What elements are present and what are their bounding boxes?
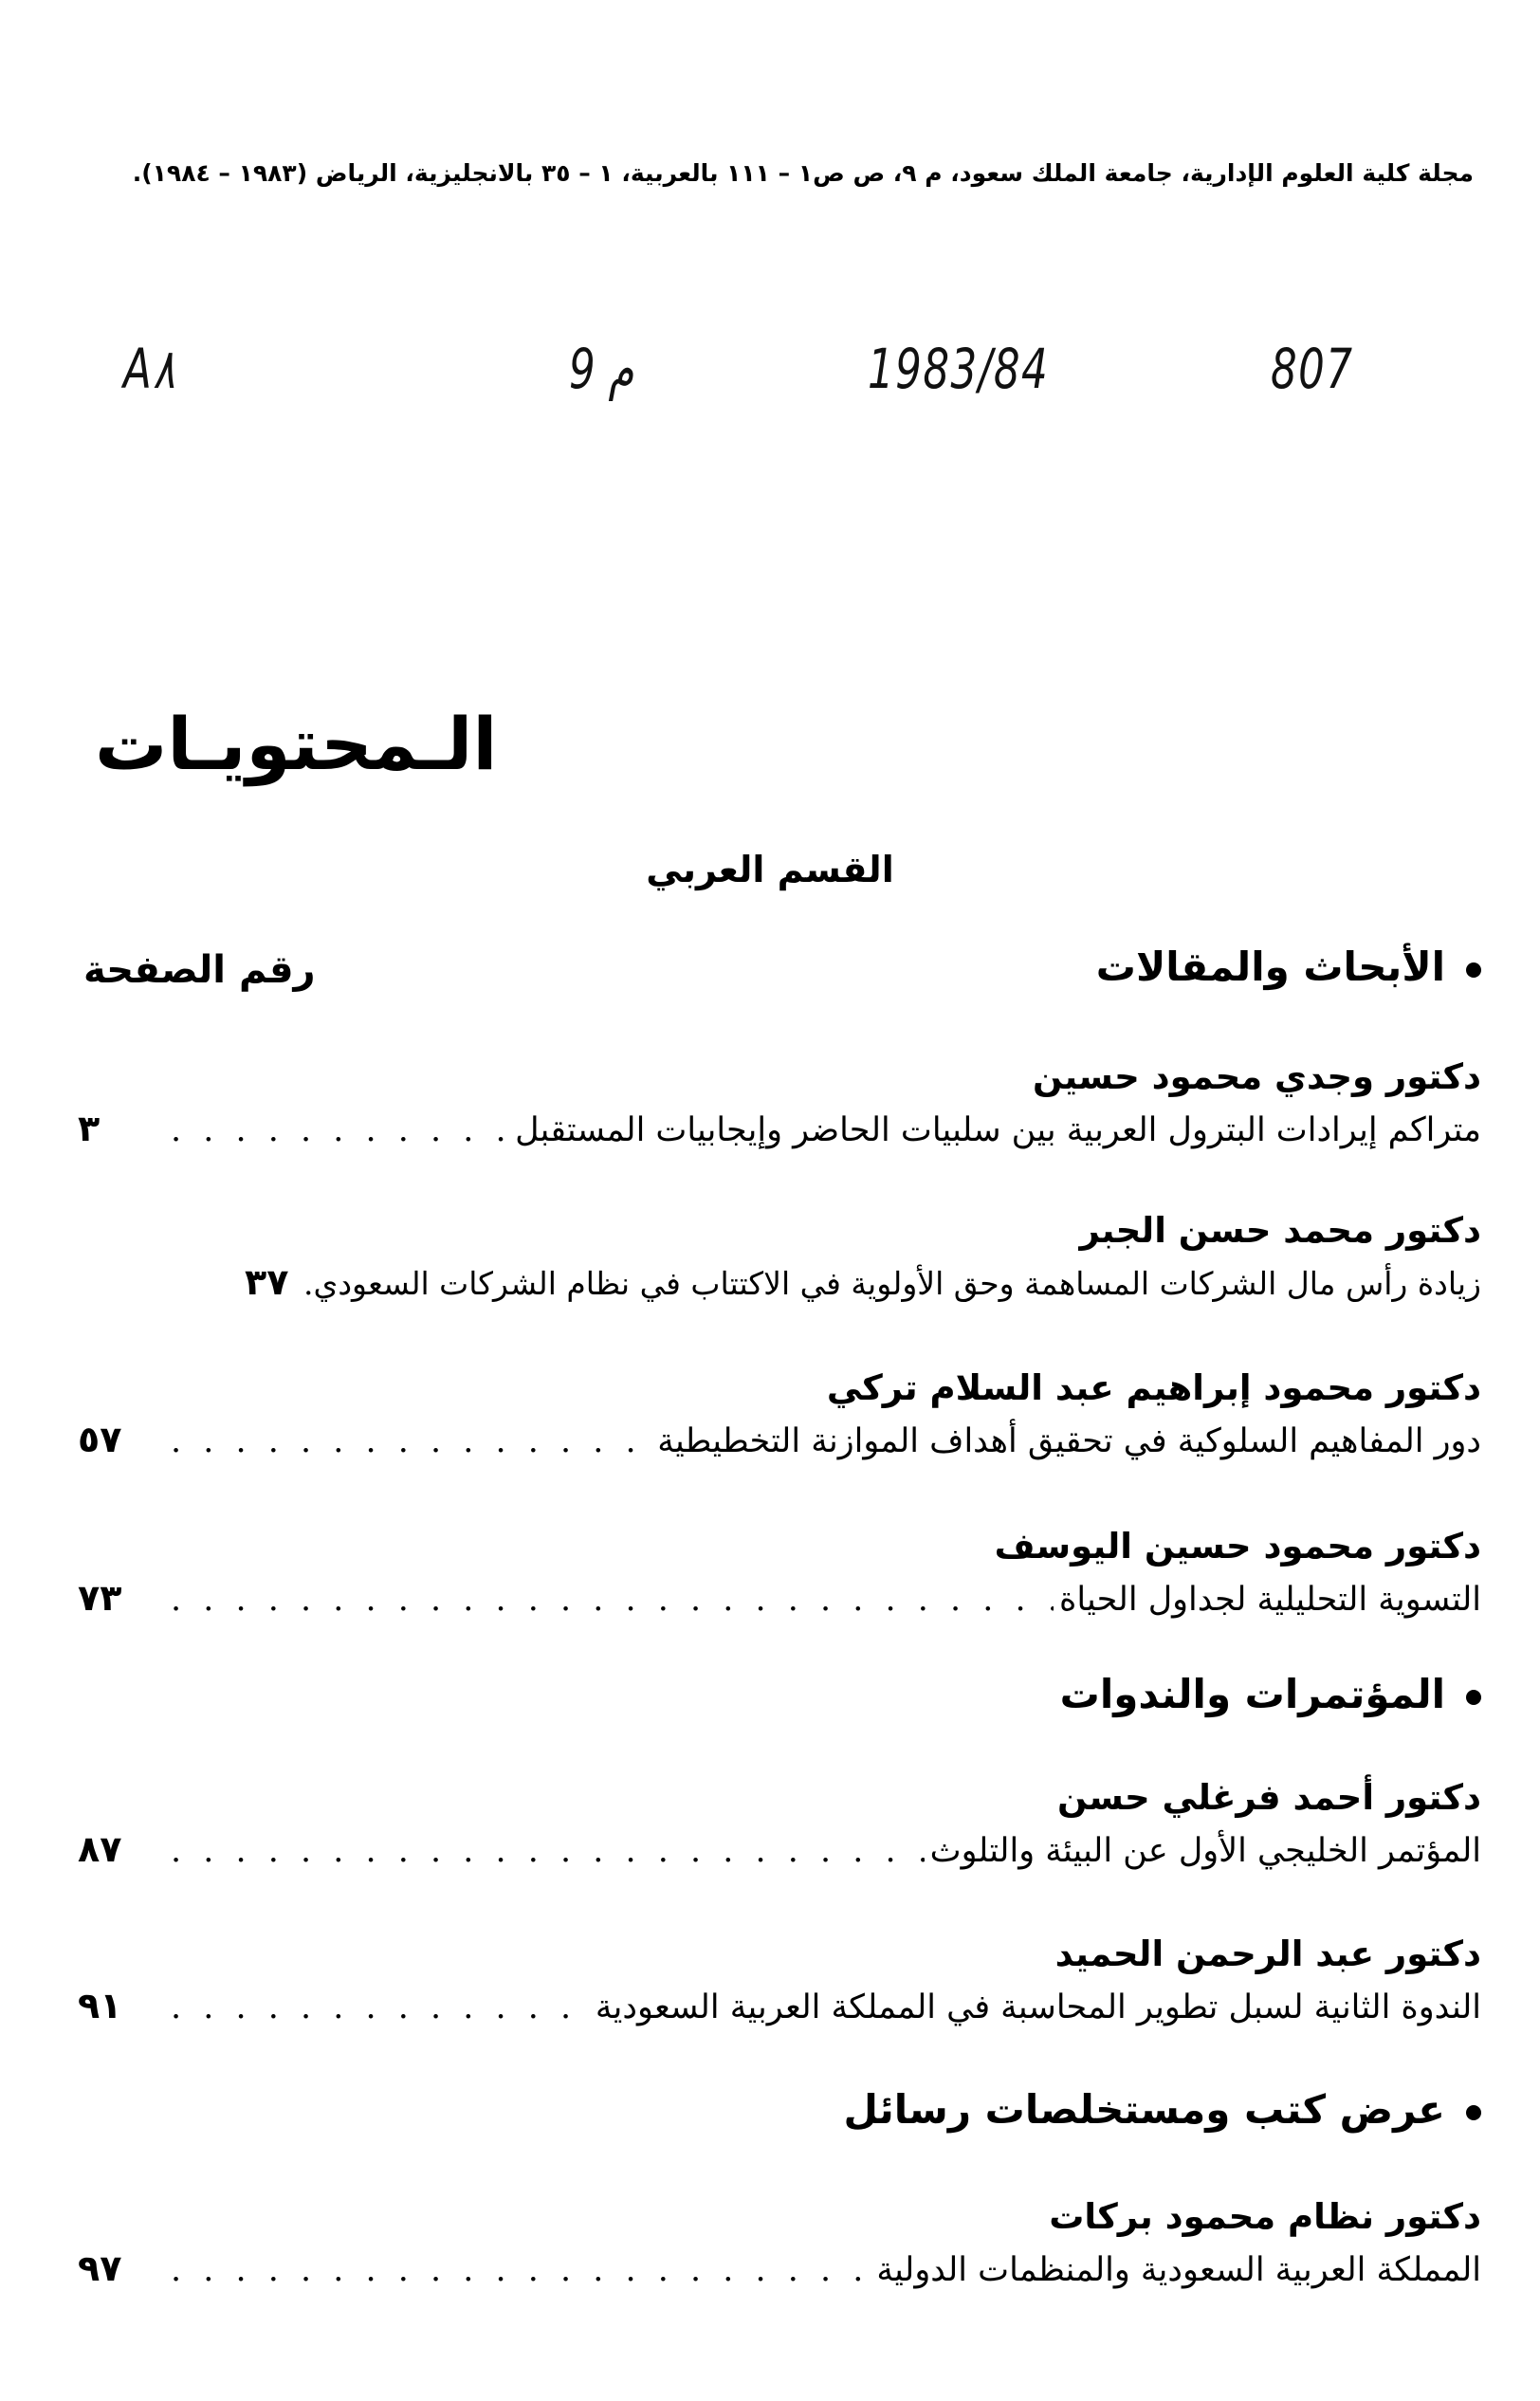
section-heading-label: الأبحاث والمقالات <box>1095 944 1445 990</box>
entry-title: المؤتمر الخليجي الأول عن البيئة والتلوث <box>929 1832 1481 1870</box>
toc-entry[interactable] <box>78 1206 1481 1309</box>
entry-page-number: ٣٧ <box>245 1261 289 1303</box>
entry-title-line <box>78 2242 1481 2295</box>
bullet-icon <box>1466 1690 1481 1705</box>
entry-title-line <box>78 1413 1481 1466</box>
entry-page-number: ٧٣ <box>78 1577 122 1619</box>
section-heading-research <box>1096 944 1481 990</box>
entry-author: دكتور عبد الرحمن الحميد <box>1054 1934 1481 1974</box>
entry-title: زيادة رأس مال الشركات المساهمة وحق الأولوية في الاكتتاب في نظام الشركات السعودي. <box>303 1265 1481 1302</box>
bullet-icon <box>1466 962 1481 978</box>
entry-title: متراكم إيرادات البترول العربية بين سلبيات الحاضر وإيجابيات المستقبل <box>515 1111 1481 1149</box>
section-heading-label: المؤتمرات والندوات <box>1059 1671 1445 1717</box>
dot-leader <box>171 1981 590 2034</box>
entry-author: دكتور محمود إبراهيم عبد السلام تركي <box>826 1367 1481 1408</box>
toc-entry[interactable] <box>78 1053 1481 1155</box>
entry-title-line <box>78 1823 1481 1876</box>
entry-author: دكتور وجدي محمود حسين <box>1033 1056 1481 1097</box>
entry-author: دكتور محمد حسن الجبر <box>1079 1210 1481 1251</box>
entry-title-line <box>78 1979 1481 2032</box>
dot-leader <box>171 1415 651 1468</box>
handwritten-note-2: 9 م <box>569 337 634 401</box>
bullet-icon <box>1466 2105 1481 2120</box>
section-heading-book-reviews <box>844 2086 1482 2133</box>
dot-leader <box>171 1104 509 1157</box>
toc-entry[interactable] <box>78 1930 1481 2032</box>
entry-title: المملكة العربية السعودية والمنظمات الدولية <box>876 2251 1481 2289</box>
toc-entry[interactable] <box>78 1773 1481 1876</box>
section-heading-conferences <box>1060 1671 1481 1717</box>
entry-title: التسوية التحليلية لجداول الحياة <box>1059 1581 1481 1619</box>
entry-page-number: ٩٧ <box>78 2247 122 2289</box>
toc-entry[interactable] <box>78 1522 1481 1624</box>
dot-leader <box>171 1824 925 1878</box>
entry-title: الندوة الثانية لسبل تطوير المحاسبة في المملكة العربية السعودية <box>595 1989 1481 2026</box>
journal-citation: مجلة كلية العلوم الإدارية، جامعة الملك سعود، م ٩، ص ص١ – ١١١ بالعربية، ١ – ٣٥ بالانجليزية، الرياض (١٩٨٣ – ١٩٨٤). <box>132 159 1474 187</box>
dot-leader <box>171 2244 871 2297</box>
handwritten-note-1: A‎٨ <box>123 337 175 401</box>
entry-title: دور المفاهيم السلوكية في تحقيق أهداف الموازنة التخطيطية <box>657 1422 1481 1460</box>
toc-entry[interactable] <box>78 1364 1481 1466</box>
page-number-column-header: رقم الصفحة <box>83 948 316 992</box>
dot-leader <box>171 1573 1054 1626</box>
entry-title-line <box>78 1571 1481 1624</box>
entry-page-number: ٩١ <box>78 1985 122 2026</box>
entry-author: دكتور نظام محمود بركات <box>1049 2196 1481 2237</box>
toc-entry[interactable] <box>78 2192 1481 2295</box>
entry-author: دكتور محمود حسين اليوسف <box>994 1526 1481 1567</box>
entry-title-line <box>78 1102 1481 1155</box>
part-title: القسم العربي <box>646 849 894 890</box>
entry-title-line <box>78 1255 1481 1309</box>
entry-page-number: ٣ <box>78 1108 101 1149</box>
section-heading-label: عرض كتب ومستخلصات رسائل <box>843 2086 1445 2133</box>
entry-author: دكتور أحمد فرغلي حسن <box>1057 1777 1481 1818</box>
entry-page-number: ٥٧ <box>78 1419 122 1460</box>
handwritten-note-4: 807 <box>1271 337 1354 401</box>
contents-title: الـمحتويـات <box>95 702 498 786</box>
handwritten-note-3: 1983/84 <box>868 337 1050 401</box>
entry-page-number: ٨٧ <box>78 1828 122 1870</box>
